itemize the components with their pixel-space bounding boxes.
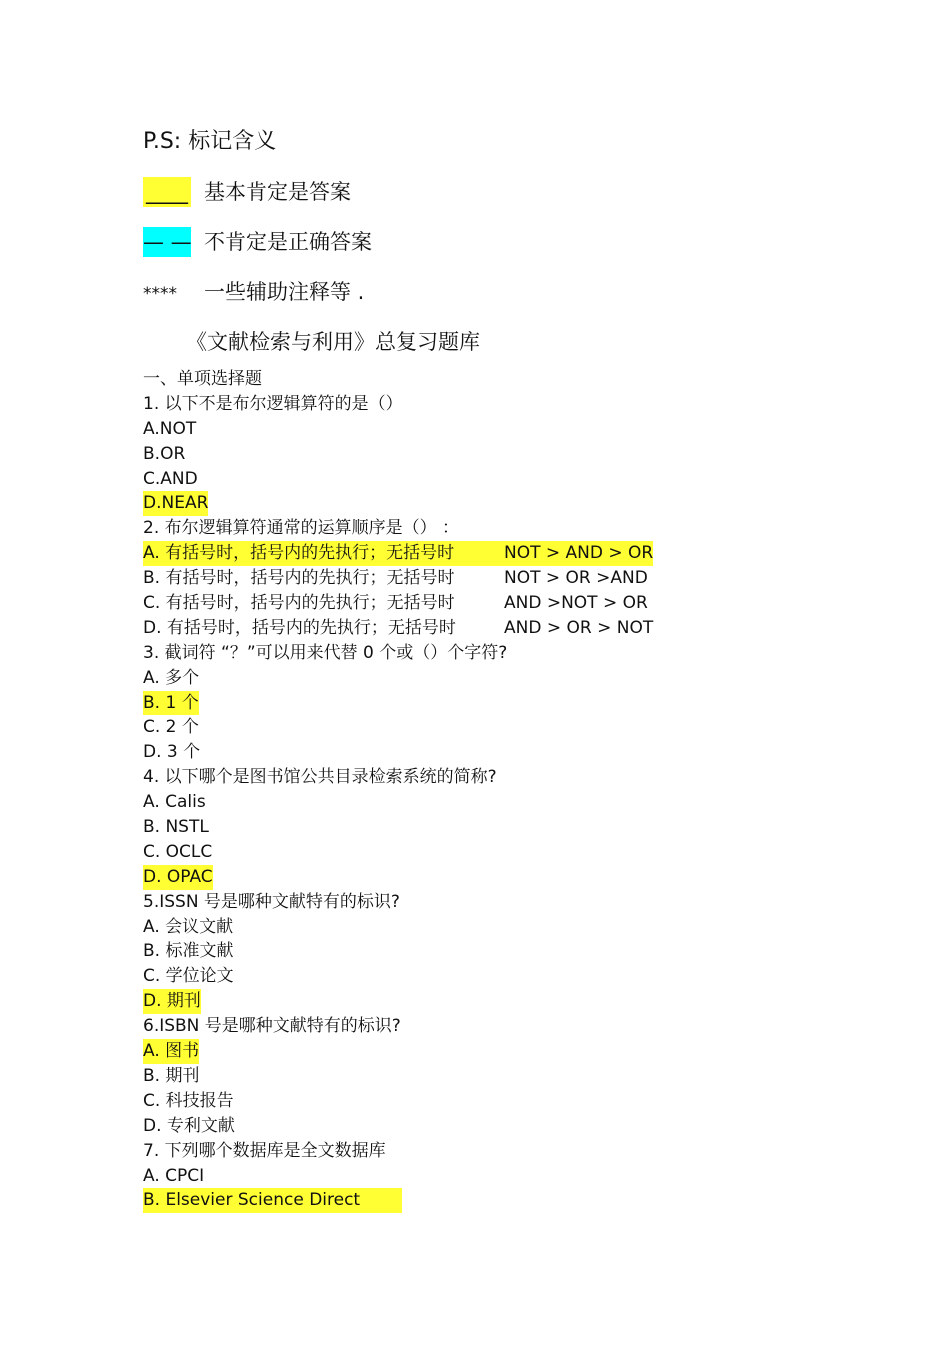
line-text: 1. 以下不是布尔逻辑算符的是（） bbox=[143, 393, 403, 414]
line-text: 2. 布尔逻辑算符通常的运算顺序是（） ： bbox=[143, 518, 460, 539]
legend-text-notes: 一些辅助注释等 . bbox=[204, 280, 365, 304]
document-title: 《文献检索与利用》总复习题库 bbox=[186, 330, 480, 354]
line-text: D. 有括号时，括号内的先执行；无括号时 bbox=[143, 617, 456, 638]
line-text: C. 科技报告 bbox=[143, 1090, 234, 1111]
question-line bbox=[143, 641, 743, 666]
operator-order: AND > OR > NOT bbox=[504, 617, 654, 638]
highlighted-answer: A. 有括号时，括号内的先执行；无括号时 bbox=[143, 541, 504, 566]
line-text: D. 专利文献 bbox=[143, 1115, 235, 1136]
line-text: C. 2 个 bbox=[143, 717, 199, 738]
question-line bbox=[143, 939, 743, 964]
legend-swatch-yellow: ____ bbox=[143, 177, 191, 207]
question-line bbox=[143, 989, 743, 1014]
line-text: A. Calis bbox=[143, 792, 206, 813]
highlighted-answer: D.NEAR bbox=[143, 491, 208, 516]
legend-swatch-cyan: — — bbox=[143, 227, 191, 257]
line-text: B. NSTL bbox=[143, 817, 209, 838]
question-line bbox=[143, 467, 743, 492]
section-heading: 一、单项选择题 bbox=[143, 369, 262, 389]
question-line bbox=[143, 765, 743, 790]
legend-text-certain: 基本肯定是答案 bbox=[204, 180, 351, 204]
operator-order: AND >NOT > OR bbox=[504, 593, 648, 614]
line-text: C. 有括号时，括号内的先执行；无括号时 bbox=[143, 593, 455, 614]
question-line bbox=[143, 1139, 743, 1164]
question-line bbox=[143, 666, 743, 691]
question-line bbox=[143, 964, 743, 989]
question-line bbox=[143, 1089, 743, 1114]
highlighted-answer: D. OPAC bbox=[143, 865, 213, 890]
legend-row-certain bbox=[143, 177, 351, 207]
question-line bbox=[143, 1039, 743, 1064]
line-text: A.NOT bbox=[143, 418, 197, 439]
question-line bbox=[143, 1188, 743, 1213]
line-text: 6.ISBN 号是哪种文献特有的标识? bbox=[143, 1016, 401, 1037]
line-text: C.AND bbox=[143, 468, 198, 489]
question-line bbox=[143, 417, 743, 442]
legend-text-uncertain: 不肯定是正确答案 bbox=[204, 230, 372, 254]
question-line bbox=[143, 491, 743, 516]
line-text: B. 标准文献 bbox=[143, 941, 234, 962]
question-line bbox=[143, 616, 743, 641]
line-text: 5.ISSN 号是哪种文献特有的标识? bbox=[143, 891, 400, 912]
line-text: A. 多个 bbox=[143, 667, 200, 688]
line-text: B. 有括号时，括号内的先执行；无括号时 bbox=[143, 568, 455, 589]
highlighted-answer: B. Elsevier Science Direct bbox=[143, 1188, 402, 1213]
question-line bbox=[143, 740, 743, 765]
legend-title: P.S: 标记含义 bbox=[143, 129, 277, 154]
question-line bbox=[143, 1114, 743, 1139]
legend-row-uncertain bbox=[143, 227, 372, 257]
highlighted-answer: A. 图书 bbox=[143, 1039, 199, 1064]
question-line bbox=[143, 715, 743, 740]
question-line bbox=[143, 1064, 743, 1089]
line-text: 7. 下列哪个数据库是全文数据库 bbox=[143, 1140, 386, 1161]
line-text: B. 期刊 bbox=[143, 1065, 200, 1086]
line-text: 4. 以下哪个是图书馆公共目录检索系统的简称? bbox=[143, 767, 497, 788]
highlighted-answer: D. 期刊 bbox=[143, 989, 201, 1014]
question-line bbox=[143, 541, 743, 566]
question-line bbox=[143, 591, 743, 616]
question-line bbox=[143, 840, 743, 865]
question-line bbox=[143, 890, 743, 915]
legend-row-notes bbox=[143, 277, 365, 307]
legend-stars: **** bbox=[143, 284, 177, 304]
operator-order: NOT > AND > OR bbox=[504, 541, 653, 566]
line-text: D. 3 个 bbox=[143, 742, 201, 763]
line-text: A. 会议文献 bbox=[143, 916, 234, 937]
question-line bbox=[143, 815, 743, 840]
operator-order: NOT > OR >AND bbox=[504, 568, 648, 589]
line-text: C. 学位论文 bbox=[143, 966, 234, 987]
line-text: B.OR bbox=[143, 443, 186, 464]
line-text: 3. 截词符 “？”可以用来代替 0 个或（）个字符? bbox=[143, 642, 508, 663]
question-line bbox=[143, 442, 743, 467]
question-line bbox=[143, 566, 743, 591]
line-text: A. CPCI bbox=[143, 1165, 205, 1186]
line-text: C. OCLC bbox=[143, 841, 213, 862]
highlighted-answer: B. 1 个 bbox=[143, 691, 199, 716]
question-line bbox=[143, 392, 743, 417]
question-line bbox=[143, 1014, 743, 1039]
question-line bbox=[143, 915, 743, 940]
question-line bbox=[143, 790, 743, 815]
question-line bbox=[143, 516, 743, 541]
question-line bbox=[143, 1164, 743, 1189]
question-list bbox=[143, 367, 743, 1213]
question-line bbox=[143, 691, 743, 716]
question-line bbox=[143, 865, 743, 890]
